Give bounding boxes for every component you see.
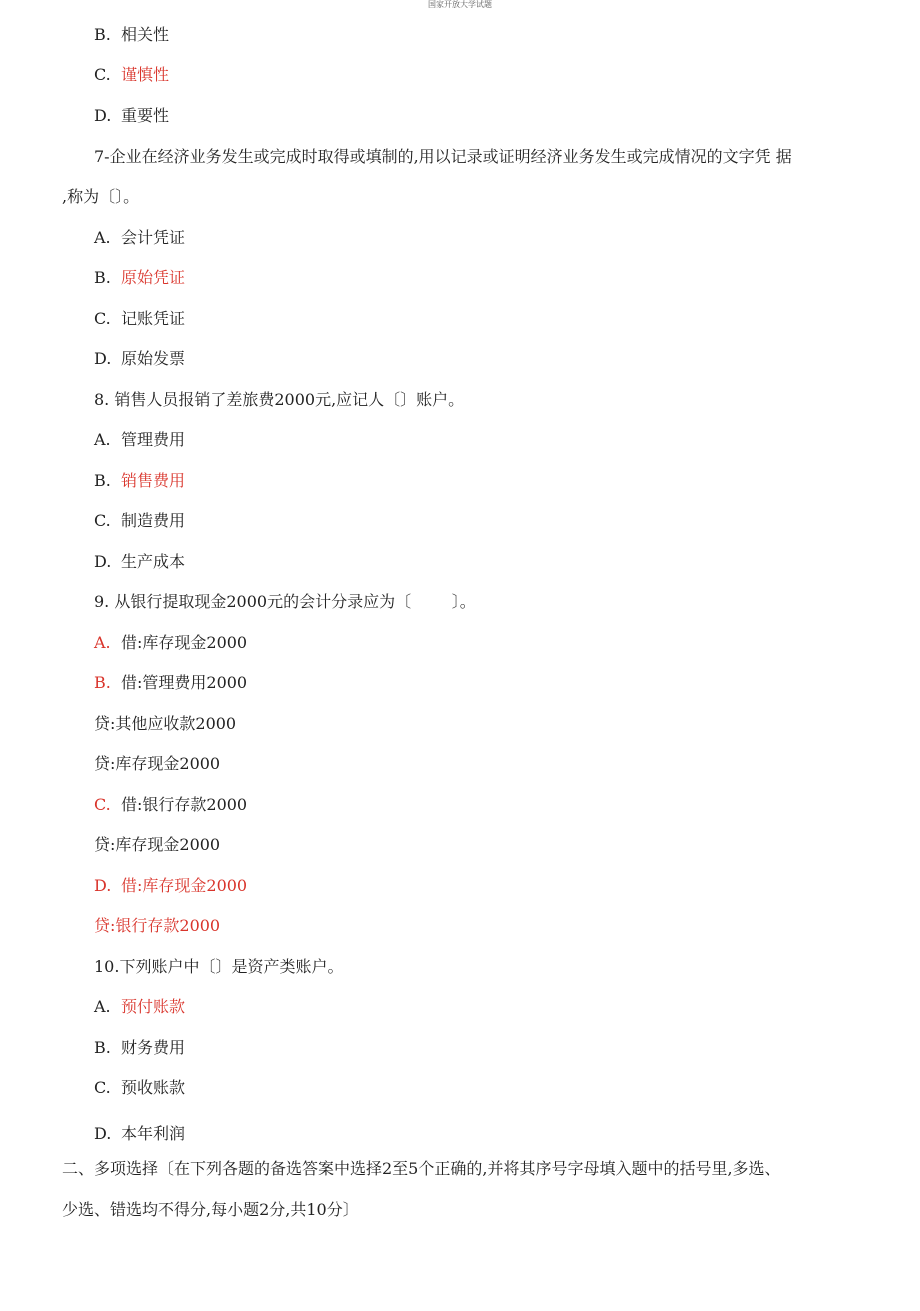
q9-option-a	[94, 632, 247, 654]
q9-option-c	[94, 794, 247, 816]
q6-option-d	[94, 105, 169, 127]
q8-option-b	[94, 470, 185, 492]
q7-option-d	[94, 348, 185, 370]
q7-option-b	[94, 267, 185, 289]
option-text: 预收账款	[121, 1078, 186, 1097]
page-header: 国家开放大学试题	[428, 0, 492, 9]
q9-option-b	[94, 672, 247, 694]
option-text-answer: 原始凭证	[121, 268, 186, 287]
q10-option-b	[94, 1037, 185, 1059]
option-text: 管理费用	[121, 430, 186, 449]
option-text-answer: 谨慎性	[121, 65, 170, 84]
q9-option-d-credit: 贷:银行存款2000	[94, 916, 221, 935]
option-letter: D.	[94, 106, 112, 125]
option-letter: C.	[94, 1078, 111, 1097]
option-text-answer: 预付账款	[121, 997, 186, 1016]
q7-stem-line2: ,称为〔〕。	[62, 187, 140, 206]
option-letter: A.	[94, 430, 111, 449]
option-letter: B.	[94, 25, 111, 44]
q9-stem: 9. 从银行提取现金2000元的会计分录应为〔 〕。	[94, 592, 476, 611]
section2-heading-line1: 二、多项选择〔在下列各题的备选答案中选择2至5个正确的,并将其序号字母填入题中的括号里,多选、	[62, 1159, 781, 1178]
option-letter: C.	[94, 309, 111, 328]
option-text: 制造费用	[121, 511, 186, 530]
option-text: 本年利润	[121, 1124, 186, 1143]
option-letter: D.	[94, 552, 112, 571]
option-letter: B.	[94, 471, 111, 490]
option-letter: A.	[94, 997, 111, 1016]
option-text: 记账凭证	[121, 309, 186, 328]
option-text: 重要性	[121, 106, 170, 125]
option-letter: C.	[94, 65, 111, 84]
q8-option-c	[94, 510, 185, 532]
q10-option-a	[94, 996, 185, 1018]
option-text: 相关性	[121, 25, 170, 44]
q8-option-a	[94, 429, 185, 451]
q9-option-b-credit2: 贷:库存现金2000	[94, 754, 221, 773]
q6-option-b	[94, 24, 169, 46]
option-text: 借:库存现金2000	[121, 633, 248, 652]
q7-option-a	[94, 227, 185, 249]
q9-option-d	[94, 875, 247, 897]
q9-option-b-credit1: 贷:其他应收款2000	[94, 714, 237, 733]
option-text: 会计凭证	[121, 228, 186, 247]
option-text: 财务费用	[121, 1038, 186, 1057]
option-letter: D.	[94, 1124, 112, 1143]
option-letter-answer: B.	[94, 673, 111, 692]
option-letter-answer: D.	[94, 876, 112, 895]
option-letter: C.	[94, 511, 111, 530]
option-letter: B.	[94, 1038, 111, 1057]
option-letter-answer: C.	[94, 795, 111, 814]
q7-stem-line1: 7-企业在经济业务发生或完成时取得或填制的,用以记录或证明经济业务发生或完成情况的文字凭 据	[94, 147, 792, 166]
option-text-answer: 借:库存现金2000	[121, 876, 248, 895]
q9-option-c-credit: 贷:库存现金2000	[94, 835, 221, 854]
option-text: 借:管理费用2000	[121, 673, 248, 692]
q8-option-d	[94, 551, 185, 573]
option-letter: D.	[94, 349, 112, 368]
option-text: 原始发票	[121, 349, 186, 368]
option-text: 生产成本	[121, 552, 186, 571]
q10-option-c	[94, 1077, 185, 1099]
q6-option-c	[94, 64, 169, 86]
option-letter: B.	[94, 268, 111, 287]
option-letter-answer: A.	[94, 633, 111, 652]
q7-option-c	[94, 308, 185, 330]
q10-stem: 10.下列账户中〔〕是资产类账户。	[94, 957, 344, 976]
section2-heading-line2: 少选、错选均不得分,每小题2分,共10分〕	[62, 1200, 359, 1219]
q10-option-d	[94, 1123, 185, 1145]
option-text-answer: 销售费用	[121, 471, 186, 490]
option-letter: A.	[94, 228, 111, 247]
q8-stem: 8. 销售人员报销了差旅费2000元,应记人〔〕账户。	[94, 390, 465, 409]
option-text: 借:银行存款2000	[121, 795, 248, 814]
